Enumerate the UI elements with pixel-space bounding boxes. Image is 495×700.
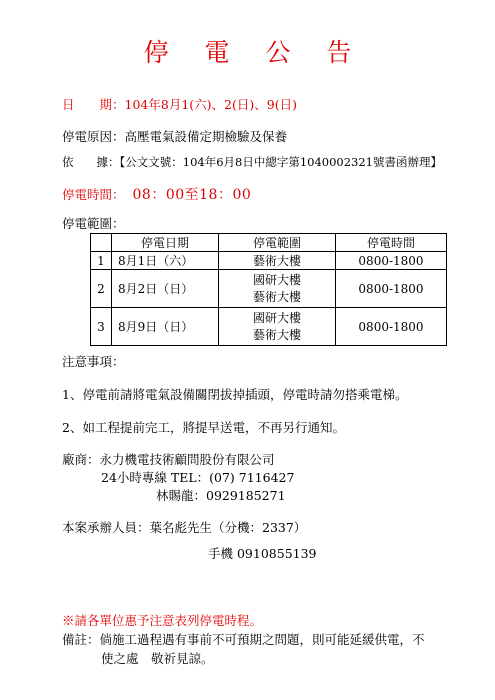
basis-label: 依 據：	[62, 155, 120, 169]
table-header	[91, 234, 112, 252]
notice-title: 停 電 公 告	[143, 38, 366, 67]
row-date: 8月2日（日）	[112, 270, 219, 308]
time-value: 08：00至18：00	[132, 187, 252, 203]
warning-text: ※請各單位惠予注意表列停電時程。	[62, 613, 263, 628]
reason-row	[62, 127, 287, 145]
handler-mobile: 手機 0910855139	[208, 546, 317, 561]
remark-line-2: 使之處 敬祈見諒。	[101, 651, 214, 666]
table-header: 停電範圍	[219, 234, 336, 252]
row-number: 3	[91, 308, 112, 346]
basis-row	[62, 154, 442, 170]
area-item: 藝術大樓	[252, 289, 301, 304]
row-date: 8月1日（六）	[112, 252, 219, 270]
row-number: 2	[91, 270, 112, 308]
row-area: 藝術大樓	[219, 252, 336, 270]
time-label: 停電時間：	[62, 187, 125, 202]
row-area	[219, 308, 336, 346]
area-item: 國研大樓	[252, 272, 301, 287]
table-header: 停電時間	[336, 234, 447, 252]
reason-value: 高壓電氣設備定期檢驗及保養	[124, 129, 288, 144]
schedule-table	[90, 233, 447, 346]
time-row	[62, 184, 251, 204]
table-header: 停電日期	[112, 234, 219, 252]
table-row	[91, 270, 447, 308]
vendor-label: 廠商：	[62, 452, 100, 467]
area-item: 藝術大樓	[252, 327, 301, 342]
note-item: 1、停電前請將電氣設備關閉拔掉插頭，停電時請勿搭乘電梯。	[62, 387, 408, 402]
remark-line-1: 備註：倘施工過程遇有事前不可預期之問題，則可能延緩供電，不	[62, 632, 425, 647]
vendor-contact: 林賜龍：0929185271	[156, 488, 286, 503]
scope-label: 停電範圍：	[62, 216, 125, 231]
table-header-row	[91, 234, 447, 252]
row-time: 0800-1800	[336, 308, 447, 346]
vendor-name: 永力機電技術顧問股份有限公司	[99, 452, 275, 467]
row-time: 0800-1800	[336, 252, 447, 270]
basis-value: 【公文文號：104年6月8日中總字第1040002321號書函辦理】	[119, 155, 442, 169]
notes-label: 注意事項：	[62, 354, 125, 369]
date-row	[62, 95, 297, 113]
row-area	[219, 270, 336, 308]
row-time: 0800-1800	[336, 270, 447, 308]
row-date: 8月9日（日）	[112, 308, 219, 346]
table-row	[91, 252, 447, 270]
row-number: 1	[91, 252, 112, 270]
vendor-hotline: 24小時專線 TEL：(07) 7116427	[101, 470, 295, 485]
area-item: 國研大樓	[252, 310, 301, 325]
table-row	[91, 308, 447, 346]
reason-label: 停電原因：	[62, 129, 125, 144]
date-label: 日 期：	[62, 97, 125, 112]
note-item: 2、如工程提前完工，將提早送電，不再另行通知。	[62, 420, 345, 435]
handler-line: 本案承辦人員：葉名彪先生（分機：2337）	[62, 520, 307, 535]
date-value: 104年8月1(六)、2(日)、9(日)	[124, 97, 297, 112]
vendor-row	[62, 450, 275, 468]
